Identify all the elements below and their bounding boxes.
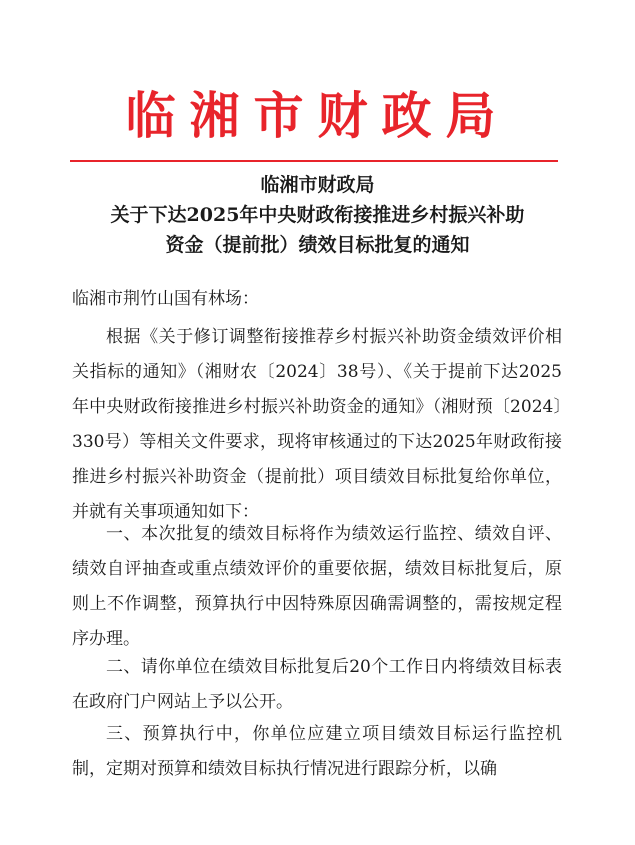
document-title-line-2: 关于下达2025年中央财政衔接推进乡村振兴补助 — [110, 204, 525, 226]
paragraph-basis: 根据《关于修订调整衔接推荐乡村振兴补助资金绩效评价相关指标的通知》（湘财农〔2024〕38号）、《关于提前下达2025年中央财政衔接推进乡村振兴补助资金的通知》（湘财预〔2024〕330号）等相关文件要求，现将审核通过的下达2025年财政衔接推进乡村振兴补助资金（提前批）项目绩效目标批复给你单位，并就有关事项通知如下： — [72, 327, 562, 522]
salutation: 临湘市荆竹山国有林场： — [72, 289, 259, 309]
letterhead-red-rule — [70, 160, 558, 162]
document-title-line-3: 资金（提前批）绩效目标批复的通知 — [165, 234, 470, 256]
paragraph-item-1: 一、本次批复的绩效目标将作为绩效运行监控、绩效自评、绩效自评抽查或重点绩效评价的重要依据，绩效目标批复后，原则上不作调整，预算执行中因特殊原因确需调整的，需按规定程序办理。 — [72, 524, 562, 649]
document-title-line-1: 临湘市财政局 — [260, 174, 375, 196]
paragraph-item-3: 三、预算执行中，你单位应建立项目绩效目标运行监控机制，定期对预算和绩效目标执行情况进行跟踪分析，以确 — [72, 724, 562, 779]
letterhead-title: 临湘市财政局 — [125, 87, 510, 145]
paragraph-item-2: 二、请你单位在绩效目标批复后20个工作日内将绩效目标表在政府门户网站上予以公开。 — [72, 657, 562, 712]
